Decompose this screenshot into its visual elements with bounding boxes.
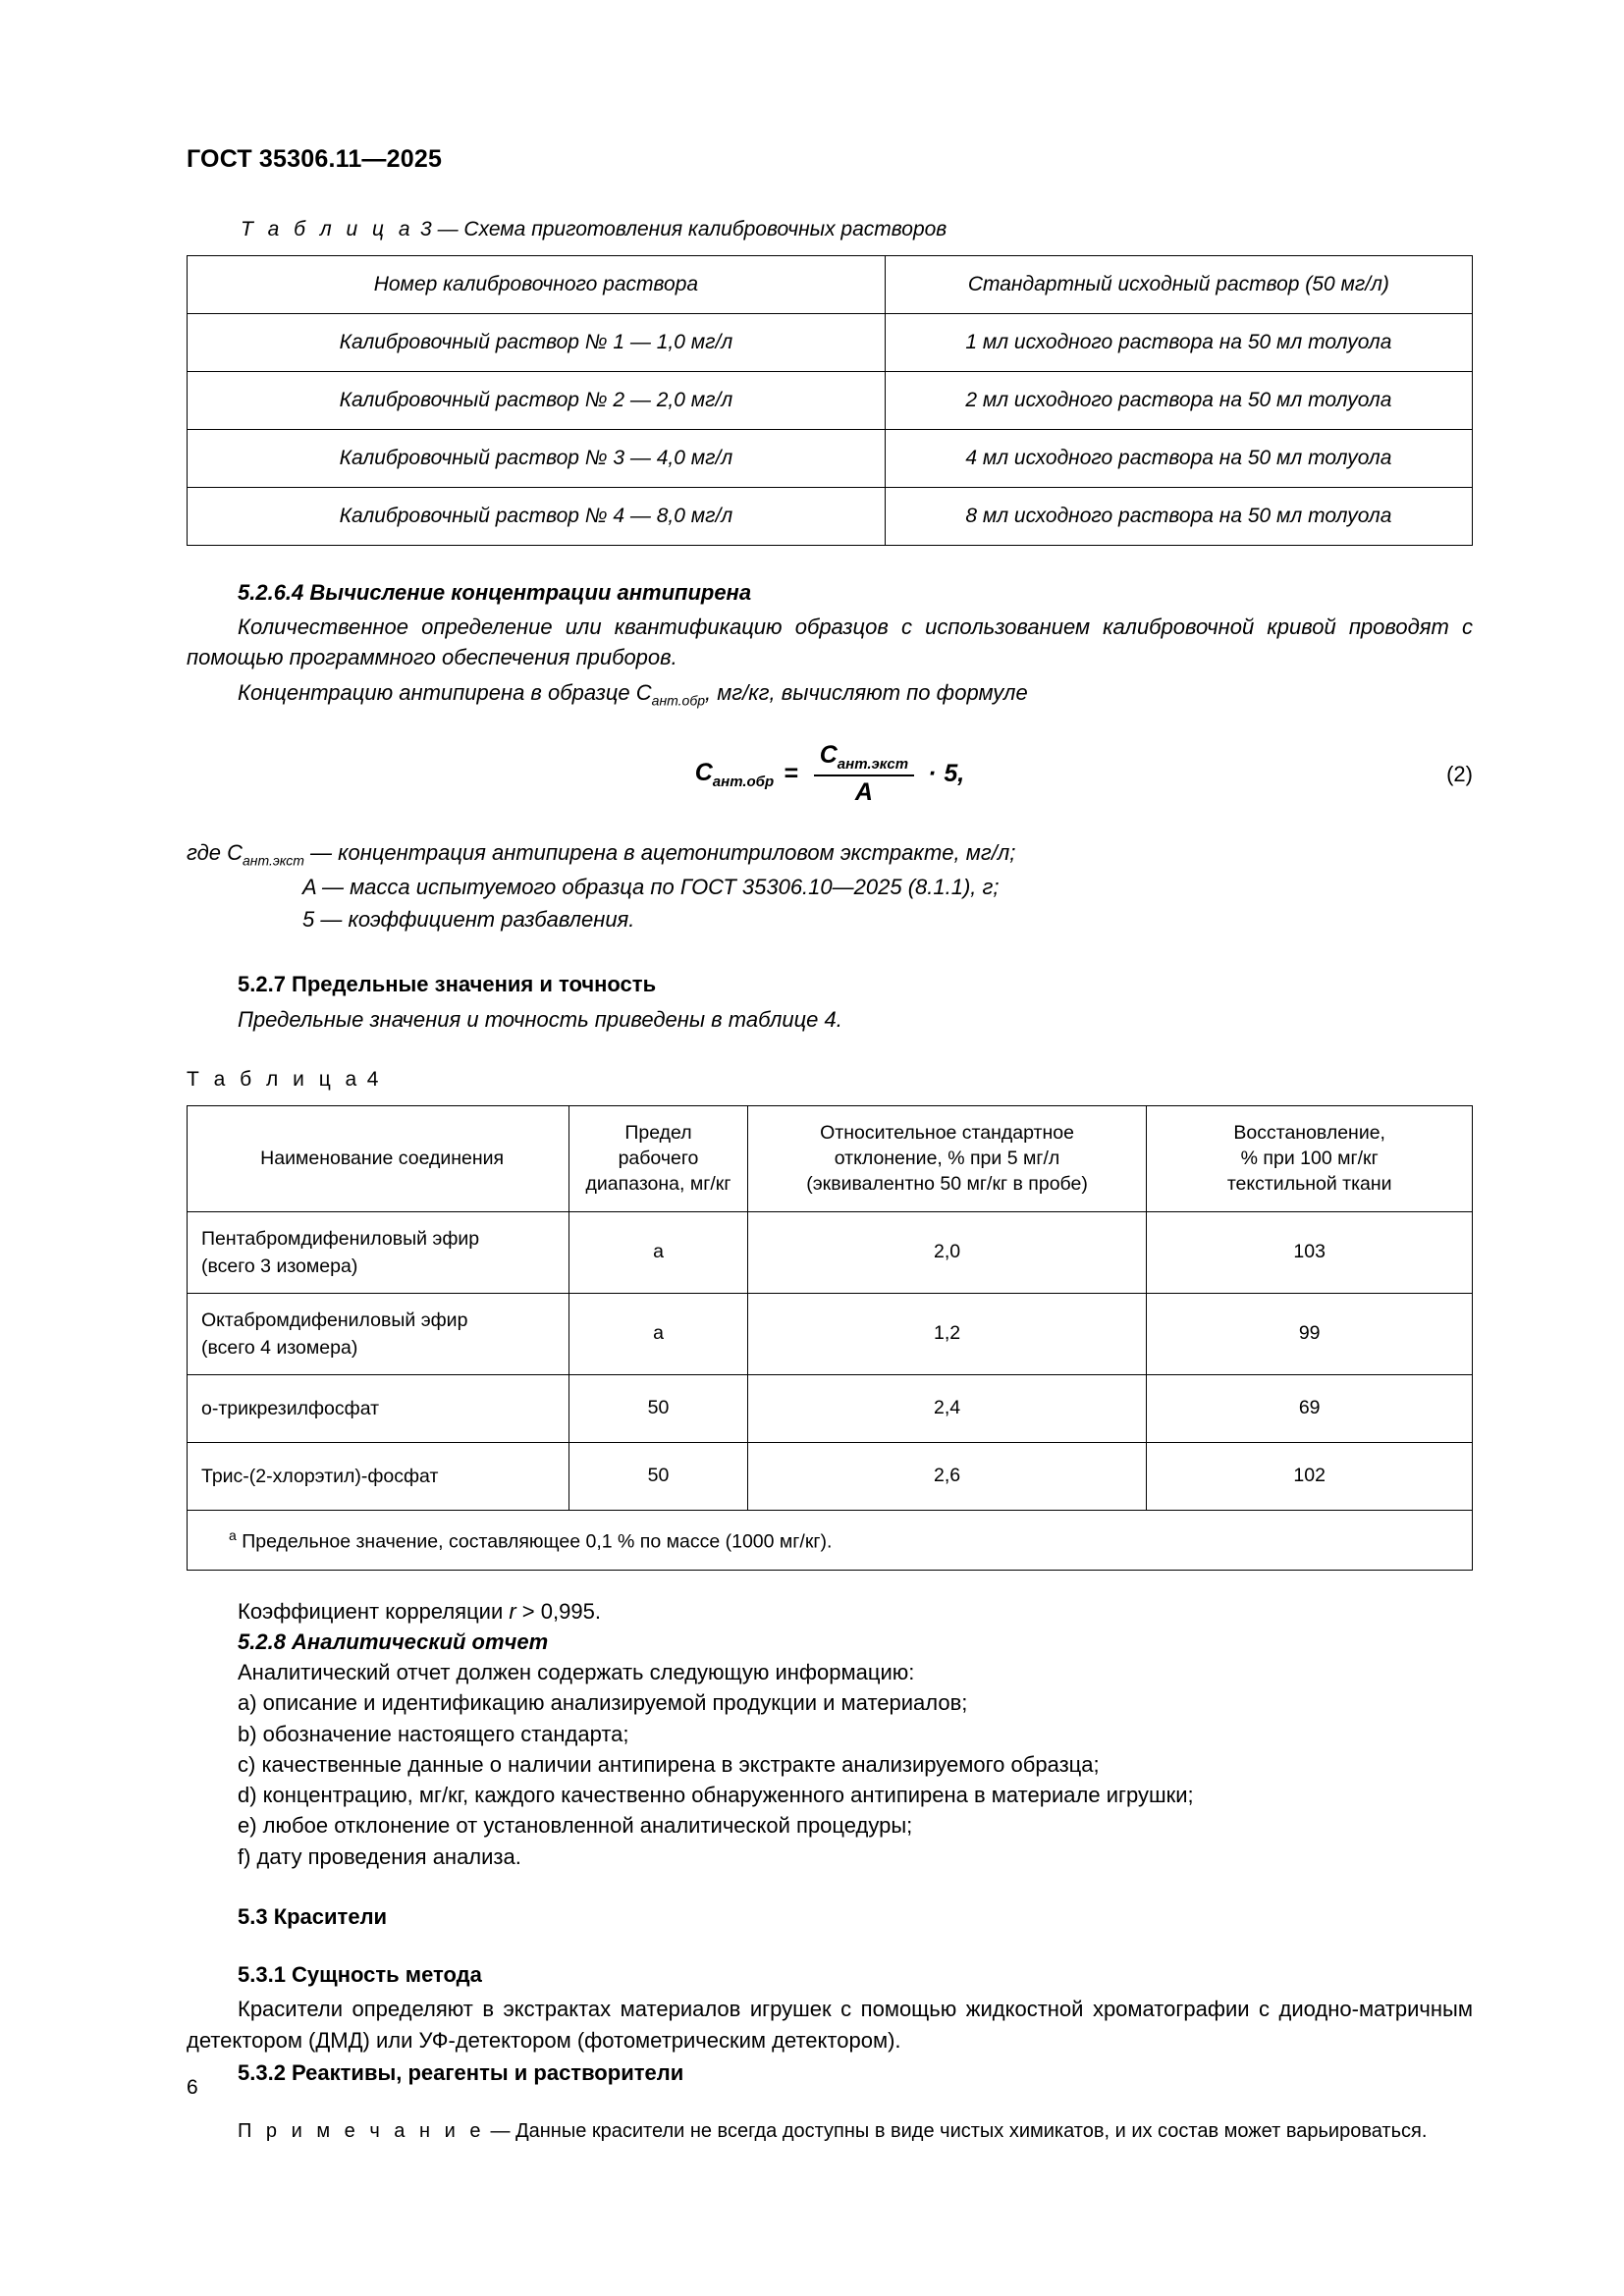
table4-header-recovery	[1147, 1105, 1473, 1211]
table4-header-rec-l3: текстильной ткани	[1226, 1173, 1392, 1196]
table4-name1-l2: (всего 3 изомера)	[201, 1255, 358, 1277]
table4-header-compound: Наименование соединения	[188, 1105, 569, 1211]
section-532-heading: 5.3.2 Реактивы, реагенты и растворители	[238, 2059, 684, 2085]
table4-header-row	[188, 1105, 1473, 1211]
table4-header-limit	[569, 1105, 747, 1211]
where-line1-sub: ант.экст	[243, 852, 304, 869]
formula-lhs-sub: ант.обр	[712, 773, 775, 790]
table4-cell-recovery-2: 99	[1147, 1293, 1473, 1374]
list-item: c) качественные данные о наличии антипирена в экстракте анализируемого образца;	[238, 1751, 1100, 1777]
table3-header-solution-number: Номер калибровочного раствора	[188, 256, 886, 314]
table4-header-rec-l1: Восстановление,	[1233, 1121, 1385, 1144]
page-number: 6	[187, 2076, 198, 2099]
section-53-heading: 5.3 Красители	[238, 1903, 388, 1929]
table3-caption	[241, 218, 1473, 241]
table3-cell-name-2: Калибровочный раствор № 2 — 2,0 мг/л	[188, 372, 886, 430]
formula-factor: 5,	[944, 760, 965, 788]
table4-name1-l1: Пентабромдифениловый эфир	[201, 1227, 480, 1250]
table4-cell-recovery-3: 69	[1147, 1374, 1473, 1442]
note-text: Данные красители не всегда доступны в виде чистых химикатов, и их состав может варьироваться.	[515, 2120, 1428, 2143]
table4-cell-name-4: Трис-(2-хлорэтил)-фосфат	[188, 1442, 569, 1510]
where-line-1	[187, 836, 1473, 871]
table3-cell-name-3: Калибровочный раствор № 3 — 4,0 мг/л	[188, 430, 886, 488]
section-527-para: Предельные значения и точность приведены в таблице 4.	[238, 1006, 842, 1032]
table4-cell-name-1	[188, 1211, 569, 1293]
note-block	[187, 2117, 1473, 2146]
formula-fraction	[814, 741, 914, 807]
table4-header-limit-l3: диапазона, мг/кг	[585, 1173, 731, 1196]
section-531-heading: 5.3.1 Сущность метода	[238, 1962, 482, 1988]
table3-header-stock-solution: Стандартный исходный раствор (50 мг/л)	[885, 256, 1472, 314]
formula-multiply: ·	[928, 760, 937, 788]
table4-cell-name-3: о-трикрезилфосфат	[188, 1374, 569, 1442]
list-item: b) обозначение настоящего стандарта;	[238, 1721, 629, 1746]
table3-header-row	[188, 256, 1473, 314]
table4-header-deviation	[747, 1105, 1147, 1211]
table4-footnote-row	[188, 1510, 1473, 1570]
table3-cell-name-4: Калибровочный раствор № 4 — 8,0 мг/л	[188, 488, 886, 546]
correlation-value: > 0,995.	[515, 1598, 601, 1624]
correlation-variable: r	[509, 1598, 516, 1624]
list-item: d) концентрацию, мг/кг, каждого качественно обнаруженного антипирена в материале игрушки;	[238, 1783, 1194, 1808]
section-5264-para1: Количественное определение или квантификацию образцов с использованием калибровочной кривой проводят с помощью программного обеспечения приборов.	[187, 614, 1473, 670]
note-word: П р и м е ч а н и е	[238, 2120, 485, 2143]
formula-number: (2)	[1446, 761, 1473, 786]
where-line1-text: — концентрация антипирена в ацетонитриловом экстракте, мг/л;	[303, 839, 1016, 865]
table4-name2-l2: (всего 4 изомера)	[201, 1336, 358, 1359]
table4-header-dev-l2: отклонение, % при 5 мг/л	[834, 1148, 1060, 1170]
footnote-marker: a	[229, 1526, 237, 1543]
table4-header-dev-l3: (эквивалентно 50 мг/кг в пробе)	[806, 1173, 1088, 1196]
formula-equals: =	[784, 760, 798, 788]
table-row	[188, 488, 1473, 546]
where-line-3: 5 — коэффициент разбавления.	[302, 907, 635, 933]
table3-caption-word: Т а б л и ц а	[241, 218, 415, 240]
where-line1-prefix: где C	[187, 839, 243, 865]
correlation-prefix: Коэффициент корреляции	[238, 1598, 510, 1624]
table4-header-dev-l1: Относительное стандартное	[820, 1121, 1074, 1144]
formula-2	[695, 741, 965, 807]
section-5264-para2	[187, 677, 1473, 711]
table-row	[188, 1442, 1473, 1510]
table3-cell-value-4: 8 мл исходного раствора на 50 мл толуола	[885, 488, 1472, 546]
table-row	[188, 372, 1473, 430]
formula-num-var: C	[819, 741, 838, 770]
table-row	[188, 1293, 1473, 1374]
table3-cell-value-3: 4 мл исходного раствора на 50 мл толуола	[885, 430, 1472, 488]
table4-cell-deviation-1: 2,0	[747, 1211, 1147, 1293]
table3-caption-number: 3	[420, 218, 432, 240]
formula-num-sub: ант.экст	[837, 756, 909, 774]
list-item: e) любое отклонение от установленной аналитической процедуры;	[238, 1813, 913, 1839]
formula-numerator	[814, 741, 914, 774]
table4-caption	[187, 1068, 1473, 1092]
table4-caption-number: 4	[366, 1067, 379, 1091]
table-row	[188, 314, 1473, 372]
table4-footnote	[188, 1510, 1473, 1570]
table4-cell-limit-2: a	[569, 1293, 747, 1374]
table4-cell-limit-4: 50	[569, 1442, 747, 1510]
table4-header-limit-l2: рабочего	[618, 1148, 699, 1170]
table-row	[188, 1211, 1473, 1293]
section-531-para: Красители определяют в экстрактах материалов игрушек с помощью жидкостной хроматографии с диодно-матричным детектором (ДМД) или УФ-детектором (фотометрическим детектором).	[187, 1997, 1473, 2053]
list-item: a) описание и идентификацию анализируемой продукции и материалов;	[238, 1690, 968, 1716]
footnote-text: Предельное значение, составляющее 0,1 % по массе (1000 мг/кг).	[236, 1530, 833, 1553]
section-528-heading: 5.2.8 Аналитический отчет	[238, 1629, 549, 1654]
formula-lhs	[695, 759, 774, 790]
table3	[187, 255, 1473, 546]
section-527-heading: 5.2.7 Предельные значения и точность	[238, 972, 657, 997]
table3-cell-value-2: 2 мл исходного раствора на 50 мл толуола	[885, 372, 1472, 430]
table4-cell-limit-1: a	[569, 1211, 747, 1293]
para2-subscript: ант.обр	[651, 692, 705, 709]
table4-caption-word: Т а б л и ц а	[187, 1067, 361, 1091]
section-5264-heading: 5.2.6.4 Вычисление концентрации антипирена	[238, 580, 752, 605]
table4-cell-recovery-4: 102	[1147, 1442, 1473, 1510]
table3-cell-value-1: 1 мл исходного раствора на 50 мл толуола	[885, 314, 1472, 372]
section-528-intro: Аналитический отчет должен содержать следующую информацию:	[238, 1660, 915, 1685]
formula-where-block	[187, 836, 1473, 935]
table4-cell-name-2	[188, 1293, 569, 1374]
table4	[187, 1105, 1473, 1571]
table4-cell-deviation-2: 1,2	[747, 1293, 1147, 1374]
para2-before: Концентрацию антипирена в образце C	[238, 679, 652, 705]
table4-cell-deviation-4: 2,6	[747, 1442, 1147, 1510]
table4-name2-l1: Октабромдифениловый эфир	[201, 1308, 468, 1331]
formula-2-row	[187, 732, 1473, 817]
list-item: f) дату проведения анализа.	[238, 1843, 521, 1869]
table-row	[188, 430, 1473, 488]
document-header: ГОСТ 35306.11—2025	[187, 145, 443, 173]
table4-cell-recovery-1: 103	[1147, 1211, 1473, 1293]
table4-cell-limit-3: 50	[569, 1374, 747, 1442]
note-dash: —	[484, 2120, 516, 2143]
table4-header-rec-l2: % при 100 мг/кг	[1240, 1148, 1379, 1170]
correlation-coefficient-line	[187, 1596, 1473, 1627]
para2-after: , мг/кг, вычисляют по формуле	[705, 679, 1028, 705]
formula-denominator: A	[814, 774, 914, 807]
table3-caption-text: — Схема приготовления калибровочных растворов	[437, 218, 947, 240]
formula-lhs-var: C	[694, 758, 713, 786]
table-row	[188, 1374, 1473, 1442]
table4-cell-deviation-3: 2,4	[747, 1374, 1147, 1442]
table3-cell-name-1: Калибровочный раствор № 1 — 1,0 мг/л	[188, 314, 886, 372]
table4-header-limit-l1: Предел	[624, 1121, 692, 1144]
where-line-2: A — масса испытуемого образца по ГОСТ 35306.10—2025 (8.1.1), г;	[302, 875, 1000, 900]
